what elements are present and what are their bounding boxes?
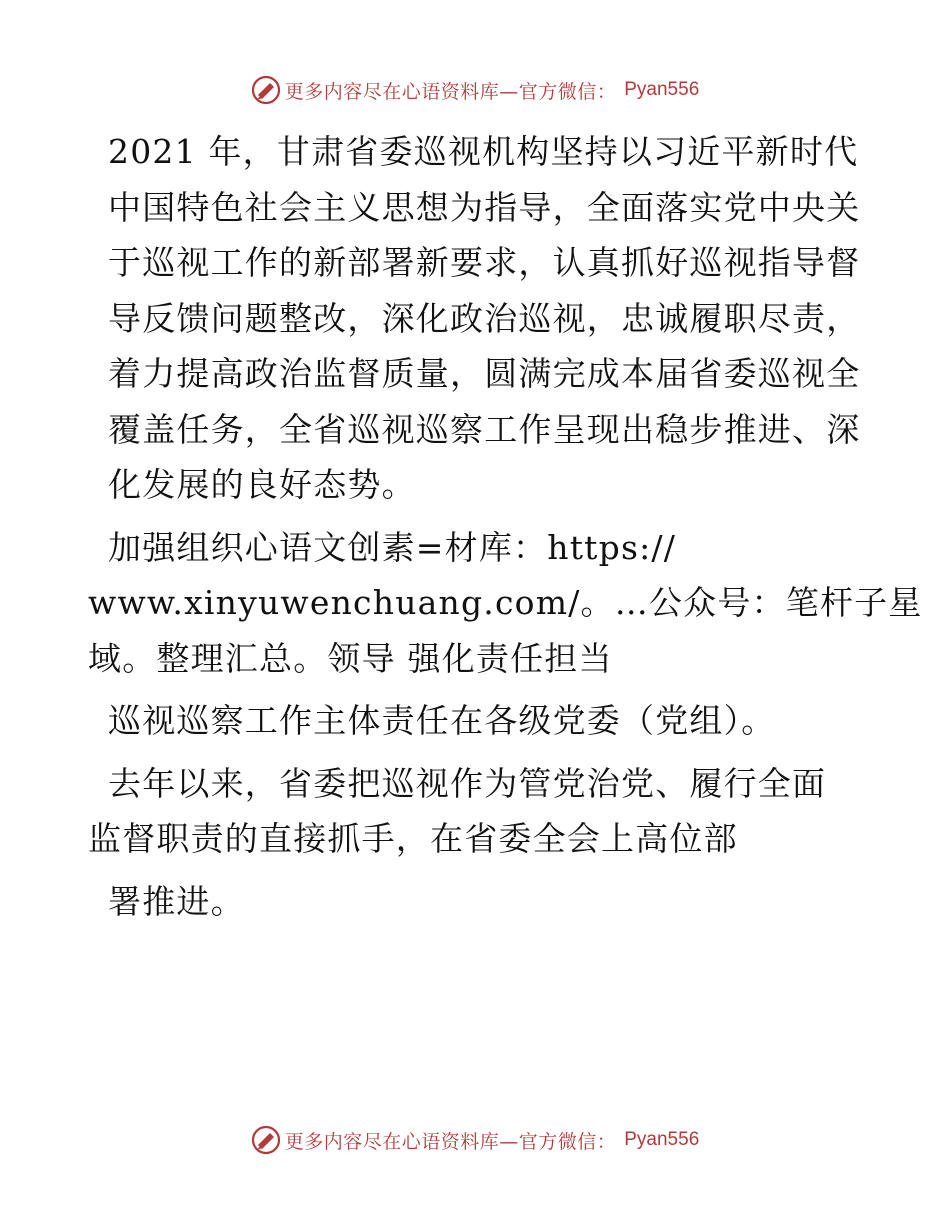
text-line: 2021 年，甘肃省委巡视机构坚持以习近平新时代 bbox=[108, 132, 859, 171]
text-line: 署推进。 bbox=[108, 881, 245, 921]
text-line: 导反馈问题整改，深化政治巡视，忠诚履职尽责， bbox=[108, 298, 861, 338]
footer-banner-text: 更多内容尽在心语资料库—官方微信： bbox=[284, 1130, 617, 1153]
xinyu-logo-icon bbox=[251, 75, 281, 105]
text-line: 中国特色社会主义思想为指导，全面落实党中央关 bbox=[108, 187, 861, 227]
paragraph-source-note bbox=[88, 520, 923, 687]
text-line: 化发展的良好态势。 bbox=[108, 465, 416, 504]
text-line: 去年以来，省委把巡视作为管党治党、履行全面 bbox=[108, 763, 827, 803]
text-line: 着力提高政治监督质量，圆满完成本届省委巡视全 bbox=[108, 354, 861, 393]
paragraph-since-last-year bbox=[88, 756, 858, 867]
xinyu-logo-icon bbox=[251, 1125, 281, 1155]
text-line: 域。整理汇总。领导 强化责任担当 bbox=[88, 638, 613, 678]
paragraph-intro bbox=[98, 124, 861, 513]
paragraph-responsibility bbox=[98, 693, 858, 749]
text-line: 加强组织心语文创素=材库：https:// bbox=[108, 527, 677, 567]
document-body bbox=[88, 124, 923, 936]
footer-banner bbox=[0, 1122, 950, 1158]
header-banner-text: 更多内容尽在心语资料库—官方微信： bbox=[284, 80, 617, 103]
paragraph-deploy bbox=[98, 874, 858, 930]
text-line: www.xinyuwenchuang.com/。…公众号：笔杆子星 bbox=[88, 583, 923, 622]
header-wechat-id: Pyan556 bbox=[624, 79, 700, 100]
footer-wechat-id: Pyan556 bbox=[624, 1129, 700, 1150]
text-line: 巡视巡察工作主体责任在各级党委（党组）。 bbox=[108, 701, 776, 740]
text-line: 覆盖任务，全省巡视巡察工作呈现出稳步推进、深 bbox=[108, 409, 861, 449]
text-line: 监督职责的直接抓手，在省委全会上高位部 bbox=[88, 819, 738, 858]
text-line: 于巡视工作的新部署新要求，认真抓好巡视指导督 bbox=[108, 243, 861, 282]
header-banner bbox=[0, 72, 950, 108]
